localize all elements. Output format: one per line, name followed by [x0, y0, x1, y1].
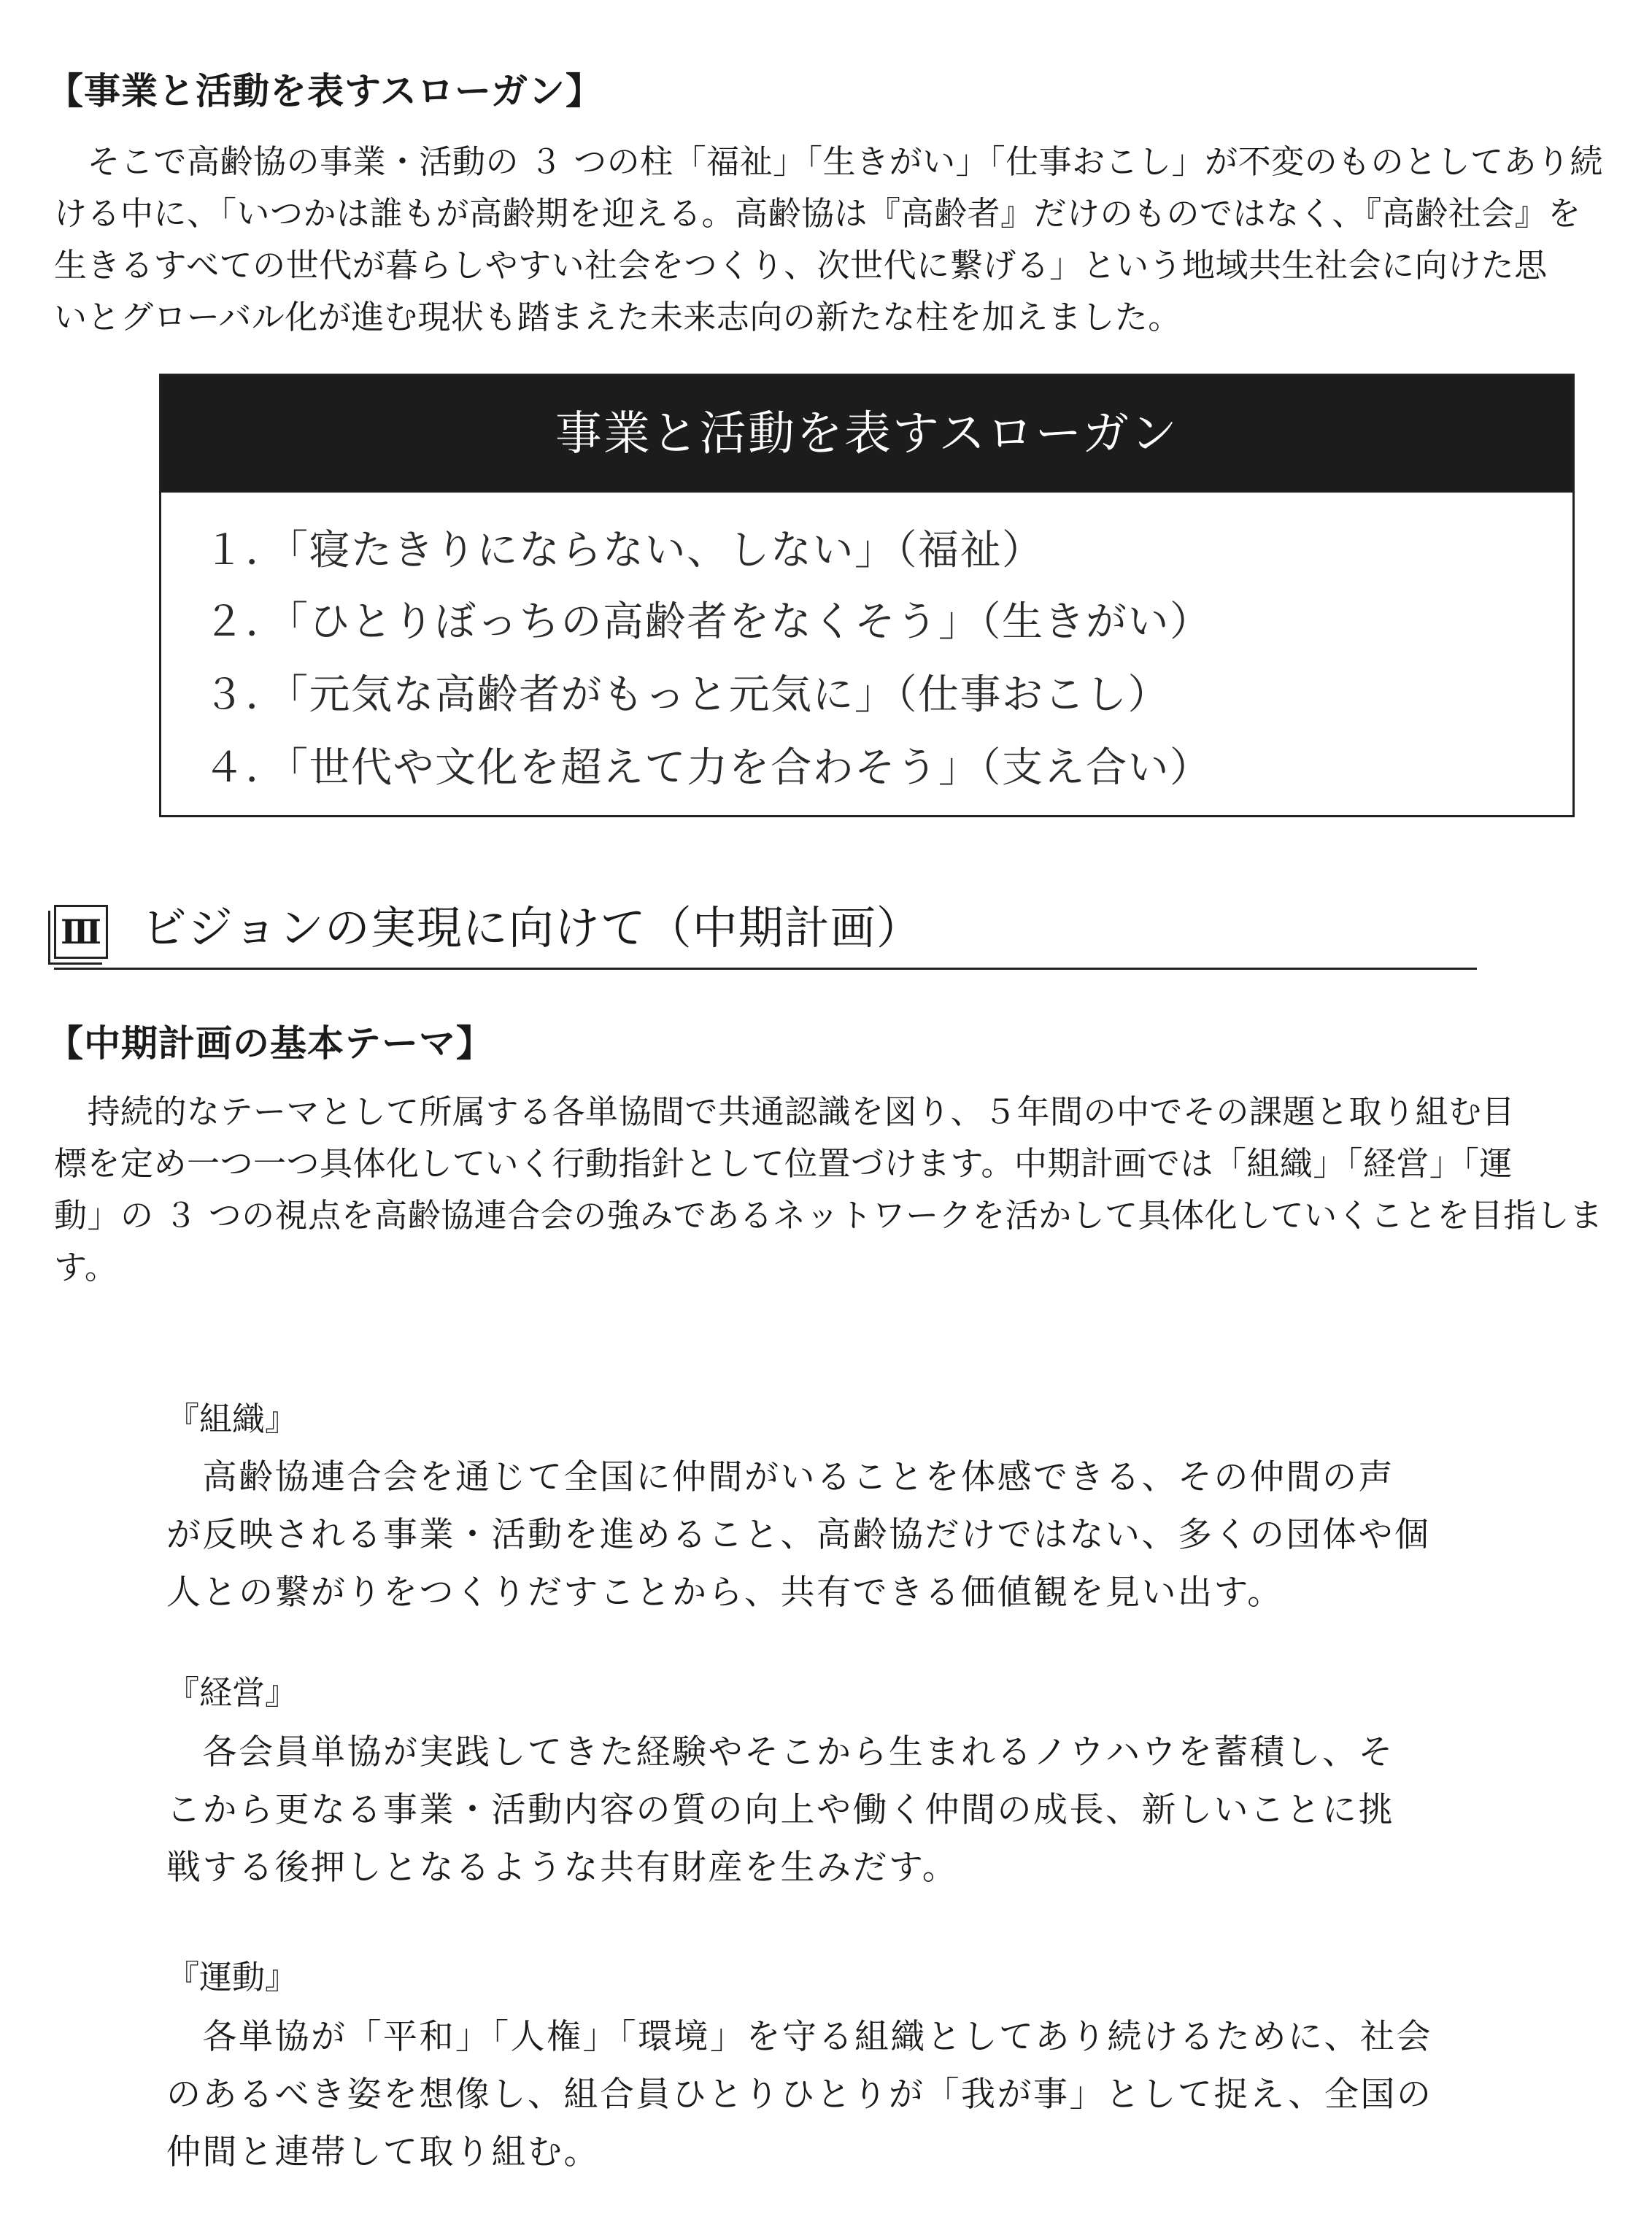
- slogan-item-2: ２．「ひとりぼっちの高齢者をなくそう」（生きがい）: [204, 598, 1212, 646]
- paragraph-line: 戦する後押しとなるような共有財産を生みだす。: [166, 1848, 959, 1888]
- paragraph-line: 人との繋がりをつくりだすことから、共有できる価値観を見い出す。: [166, 1573, 1284, 1613]
- viewpoint-organization-text: [166, 1448, 1553, 1621]
- paragraph-line: いとグローバル化が進む現状も踏まえた未来志向の新たな柱を加えました。: [54, 298, 1181, 336]
- paragraph-line: こから更なる事業・活動内容の質の向上や働く仲間の成長、新しいことに挑: [166, 1790, 1394, 1830]
- viewpoint-management-text: [166, 1724, 1553, 1896]
- section-3-heading: [54, 903, 1477, 976]
- slogan-item-4: ４．「世代や文化を超えて力を合わそう」（支え合い）: [204, 744, 1212, 792]
- paragraph-line: 動」の ３ つの視点を高齢協連合会の強みであるネットワークを活かして具体化していくことを目指しま: [54, 1196, 1603, 1235]
- paragraph-line: 各会員単協が実践してきた経験やそこから生まれるノウハウを蓄積し、そ: [166, 1732, 1394, 1772]
- paragraph-line: 高齢協連合会を通じて全国に仲間がいることを体感できる、その仲間の声: [166, 1457, 1394, 1497]
- viewpoint-organization-label: 『組織』: [166, 1400, 298, 1438]
- viewpoint-movement-text: [166, 2008, 1553, 2181]
- paragraph-line: が反映される事業・活動を進めること、高齢協だけではない、多くの団体や個: [166, 1515, 1431, 1555]
- viewpoint-movement-label: 『運動』: [166, 1958, 298, 1996]
- midterm-theme-paragraph: [54, 1086, 1601, 1293]
- slogan-intro-paragraph: [54, 136, 1604, 343]
- slogan-section-heading: 【事業と活動を表すスローガン】: [47, 70, 603, 112]
- slogan-box: [159, 374, 1575, 817]
- paragraph-line: す。: [54, 1248, 118, 1286]
- paragraph-line: 持続的なテーマとして所属する各単協間で共通認識を図り、５年間の中でその課題と取り組む目: [54, 1092, 1516, 1131]
- viewpoint-management-label: 『経営』: [166, 1673, 298, 1712]
- paragraph-line: 標を定め一つ一つ具体化していく行動指針として位置づけます。中期計画では「組織」「経営」「運: [54, 1144, 1513, 1183]
- section-3-title: ビジョンの実現に向けて（中期計画）: [142, 901, 922, 954]
- paragraph-line: そこで高齢協の事業・活動の ３ つの柱「福祉」「生きがい」「仕事おこし」が不変のものとしてあり続: [54, 142, 1604, 181]
- paragraph-line: 各単協が「平和」「人権」「環境」を守る組織としてあり続けるために、社会: [166, 2017, 1432, 2057]
- section-3-underline: [54, 968, 1477, 970]
- slogan-item-3: ３．「元気な高齢者がもっと元気に」（仕事おこし）: [204, 671, 1170, 719]
- slogan-item-1: １．「寝たきりにならない、しない」（福祉）: [204, 527, 1044, 574]
- slogan-box-title: 事業と活動を表すスローガン: [161, 376, 1572, 493]
- paragraph-line: 生きるすべての世代が暮らしやすい社会をつくり、次世代に繋げる」という地域共生社会に向けた思: [54, 246, 1548, 285]
- paragraph-line: ける中に、「いつかは誰もが高齢期を迎える。高齢協は『高齢者』だけのものではなく、『高齢社会』を: [54, 194, 1581, 233]
- paragraph-line: のあるべき姿を想像し、組合員ひとりひとりが「我が事」として捉え、全国の: [166, 2075, 1433, 2115]
- section-number-box: Ⅲ: [54, 905, 108, 959]
- paragraph-line: 仲間と連帯して取り組む。: [166, 2132, 600, 2172]
- midterm-theme-heading: 【中期計画の基本テーマ】: [47, 1022, 493, 1065]
